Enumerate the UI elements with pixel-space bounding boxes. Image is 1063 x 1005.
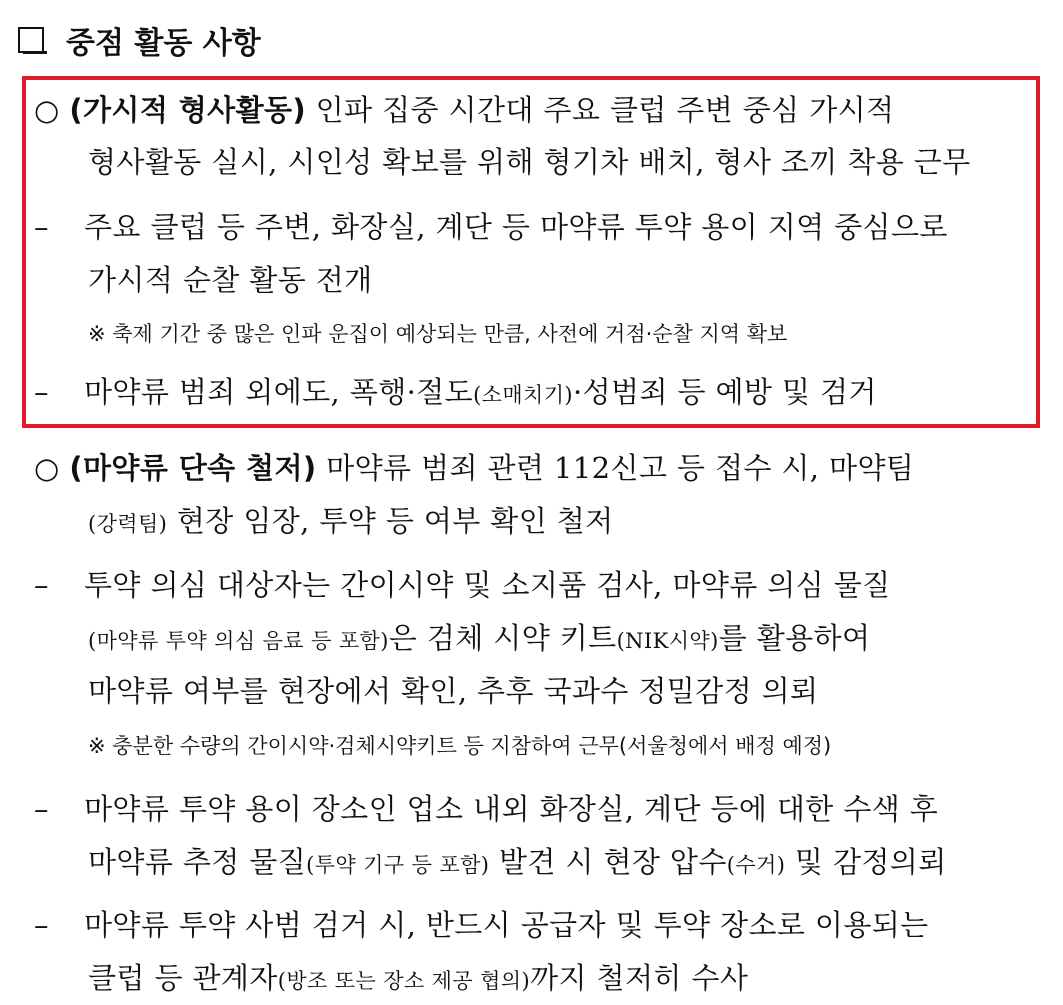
sec1-dash1-line2: 가시적 순찰 활동 전개	[88, 263, 373, 297]
sec2-dash2-line1	[34, 787, 938, 828]
sec1-dash2-text-b: ·성범죄 등 예방 및 검거	[573, 375, 877, 409]
sec2-dash1-text-b: 를 활용하여	[718, 621, 871, 655]
dash-bullet: –	[34, 908, 49, 942]
sec1-dash1-line1	[34, 205, 948, 246]
sec2-dash2-text-a: 마약류 추정 물질	[88, 845, 307, 879]
sec2-dash2-text: 마약류 투약 용이 장소인 업소 내외 화장실, 계단 등에 대한 수색 후	[84, 792, 939, 826]
sec2-line1	[34, 446, 914, 487]
sec2-dash2-text-b: 발견 시 현장 압수	[489, 845, 727, 879]
sec2-dash1-small: (마약류 투약 의심 음료 등 포함)	[88, 629, 389, 653]
sec2-line2-text: 현장 임장, 투약 등 여부 확인 철저	[167, 504, 614, 538]
sec2-dash2-small2: (수거)	[726, 853, 786, 877]
dash-bullet: –	[34, 210, 49, 244]
sec2-text: 마약류 범죄 관련 112신고 등 접수 시, 마약팀	[316, 451, 915, 485]
sec2-dash2-text-c: 및 감정의뢰	[785, 845, 947, 879]
sec2-dash1-line2	[88, 616, 870, 657]
dash-bullet: –	[34, 568, 49, 602]
sec2-dash1-line3: 마약류 여부를 현장에서 확인, 추후 국과수 정밀감정 의뢰	[88, 674, 819, 708]
sec1-line2: 형사활동 실시, 시인성 확보를 위해 형기차 배치, 형사 조끼 착용 근무	[88, 145, 971, 179]
dash-bullet: –	[34, 375, 49, 409]
sec2-dash1-line1	[34, 563, 891, 604]
sec1-dash2-small: (소매치기)	[473, 383, 573, 407]
sec2-dash1-text: 투약 의심 대상자는 간이시약 및 소지품 검사, 마약류 의심 물질	[84, 568, 891, 602]
sec2-dash3-line2	[88, 956, 748, 997]
sec2-dash3-text-b: 까지 철저히 수사	[530, 961, 749, 995]
sec1-dash2-text-a: 마약류 범죄 외에도, 폭행·절도	[84, 375, 474, 409]
sec2-dash3-small: (방조 또는 장소 제공 협의)	[277, 969, 531, 993]
sec2-dash3-text: 마약류 투약 사범 검거 시, 반드시 공급자 및 투약 장소로 이용되는	[84, 908, 929, 942]
sec2-title: (마약류 단속 철저)	[69, 451, 317, 485]
sec2-line2-small: (강력팀)	[88, 512, 168, 536]
sec1-note: ※ 축제 기간 중 많은 인파 운집이 예상되는 만큼, 사전에 거점·순찰 지역 확보	[88, 322, 788, 346]
sec2-dash2-small: (투약 기구 등 포함)	[306, 853, 490, 877]
sec2-line2	[88, 499, 614, 540]
sec2-dash1-text-a: 은 검체 시약 키트	[388, 621, 617, 655]
sec2-note: ※ 충분한 수량의 간이시약·검체시약키트 등 지참하여 근무(서울청에서 배정 예정)	[88, 734, 832, 758]
sec1-line1	[34, 88, 894, 129]
sec2-dash3-line1	[34, 903, 929, 944]
sec1-text: 인파 집중 시간대 주요 클럽 주변 중심 가시적	[306, 93, 895, 127]
circle-bullet: ○	[34, 451, 60, 485]
heading-text: 중점 활동 사항	[66, 26, 261, 61]
sec1-dash2	[34, 370, 877, 411]
sec1-title: (가시적 형사활동)	[69, 93, 307, 127]
sec2-dash2-line2	[88, 840, 947, 881]
sec1-dash1-text: 주요 클럽 등 주변, 화장실, 계단 등 마약류 투약 용이 지역 중심으로	[84, 210, 948, 244]
circle-bullet: ○	[34, 93, 60, 127]
section-heading	[18, 10, 261, 70]
sec2-dash1-small2: (NIK시약)	[616, 629, 719, 653]
checkbox-square-icon	[18, 27, 44, 53]
dash-bullet: –	[34, 792, 49, 826]
sec2-dash3-text-a: 클럽 등 관계자	[88, 961, 278, 995]
